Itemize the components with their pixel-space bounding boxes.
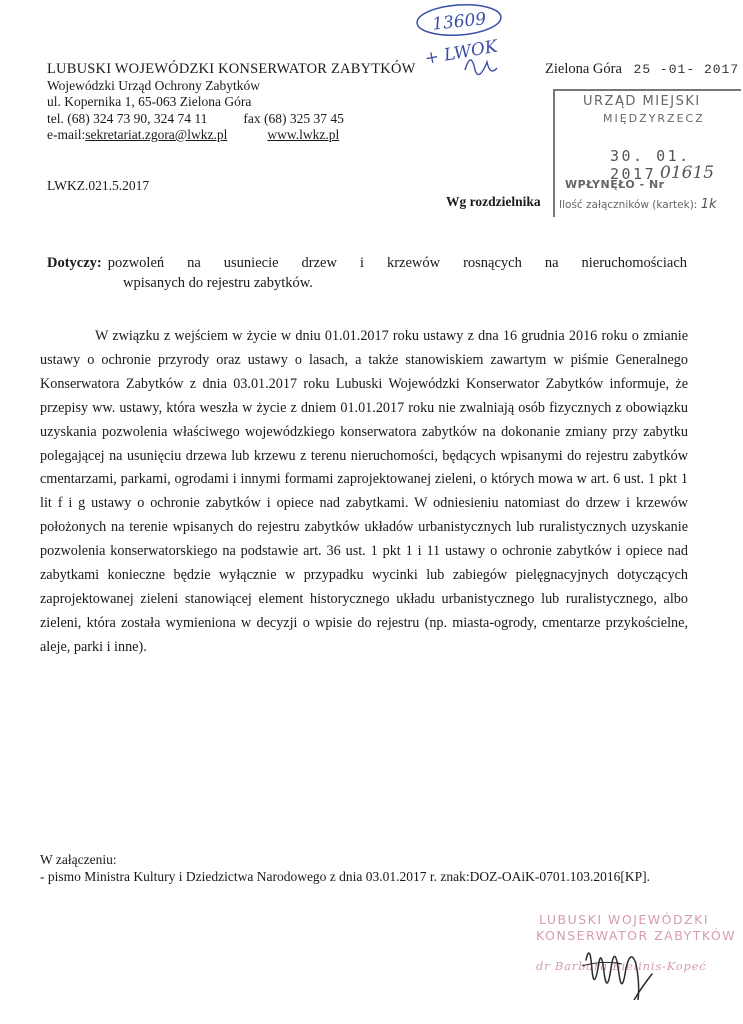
email-link[interactable]: sekretariat.zgora@lwkz.pl: [85, 127, 228, 142]
website-link[interactable]: www.lwkz.pl: [267, 127, 340, 142]
fax-number: fax (68) 325 37 45: [243, 110, 344, 126]
place-and-date: [545, 61, 739, 78]
handwritten-note: + LWOK: [423, 36, 500, 70]
date-stamp: 25 -01- 2017: [633, 62, 740, 77]
received-stamp: [553, 89, 741, 217]
subject: [47, 253, 687, 293]
city: Zielona Góra: [545, 61, 622, 77]
signature-stamp-line-1: LUBUSKI WOJEWÓDZKI: [539, 912, 710, 927]
subject-line-2: wpisanych do rejestru zabytków.: [123, 275, 313, 291]
attachments: [40, 851, 688, 885]
phone-numbers: tel. (68) 324 73 90, 324 74 11: [47, 110, 208, 126]
stamp-attachments-label: Ilość załączników (kartek):: [559, 199, 698, 211]
attachment-item: - pismo Ministra Kultury i Dziedzictwa Narodowego z dnia 03.01.2017 r. znak:DOZ-OAiK-0701.103.2016[KP].: [40, 869, 651, 884]
stamp-attachments-value: 1k: [700, 197, 717, 212]
letterhead: [47, 61, 416, 144]
reference-number: LWKZ.021.5.2017: [47, 178, 150, 193]
stamp-office: URZĄD MIEJSKI: [583, 94, 701, 109]
signature-stamp-name: dr Barbara Bielinis-Kopeć: [536, 959, 707, 973]
office-name: Wojewódzki Urząd Ochrony Zabytków: [47, 77, 260, 93]
office-address: ul. Kopernika 1, 65-063 Zielona Góra: [47, 94, 252, 109]
recipient: Wg rozdzielnika: [446, 194, 541, 209]
signature-stamp-line-2: KONSERWATOR ZABYTKÓW: [536, 928, 737, 943]
stamp-received-label: WPŁYNĘŁO - Nr: [565, 178, 665, 191]
subject-line-1: pozwoleń na usuniecie drzew i krzewów rosnących na nieruchomościach: [107, 255, 687, 271]
attachments-label: W załączeniu:: [40, 852, 117, 867]
letter-body: W związku z wejściem w życie w dniu 01.01.2017 roku ustawy z dna 16 grudnia 2016 roku o zmianie ustawy o ochronie przyrody oraz ustawy o lasach, a także stanowiskiem zawartym w piśmie Generalnego Konserwatora Zabytków z dnia 03.01.2017 roku Lubuski Wojewódzki Konserwator Zabytków informuje, że przepisy ww. ustawy, która weszła w życie z dniem 01.01.2017 roku nie zwalniają osób fizycznych z obowiązku uzyskania pozwolenia właściwego wojewódzkiego konserwatora zabytków na dokonanie zmiany przy zabytku polegającej na usunięciu drzewa lub krzewu z terenu nieruchomości, będących wpisanymi do rejestru zabytków cmentarzami, parkami, ogrodami i innymi formami zaprojektowanej zieleni, o których mowa w art. 6 ust. 1 pkt 1 lit f i g ustawy o ochronie zabytków i opiece nad zabytkami. W odniesieniu natomiast do drzew i krzewów położonych na terenie wpisanych do rejestru zabytków układów urbanistycznych lub ruralistycznych uzyskanie pozwolenia konserwatorskiego na podstawie art. 36 ust. 1 pkt 1 i 11 ustawy o ochronie zabytków i opiece nad zabytkami konieczne będzie wyłącznie w przypadku wycinki lub zabiegów pielęgnacyjnych dotyczących zaprojektowanej zieleni stanowiącej element historycznego układu urbanistycznego lub ruralistycznego, albo zieleni, która została wymieniona w decyzji o wpisie do rejestru (np. miasta-ogrody, cmentarze przykościelne, aleje, parki i inne).: [40, 328, 688, 655]
stamp-received-number: 01615: [660, 163, 715, 183]
subject-label: Dotyczy:: [47, 255, 102, 271]
handwritten-registration-mark: [405, 2, 515, 84]
institution-title: LUBUSKI WOJEWÓDZKI KONSERWATOR ZABYTKÓW: [47, 61, 416, 77]
handwritten-number: 13609: [431, 9, 488, 35]
email-label: e-mail:: [47, 127, 86, 142]
stamp-date: 30. 01. 2017: [610, 147, 691, 183]
stamp-town: MIĘDZYRZECZ: [603, 112, 705, 125]
handwritten-signature: [578, 930, 678, 1000]
stamp-attachments: [559, 197, 717, 212]
